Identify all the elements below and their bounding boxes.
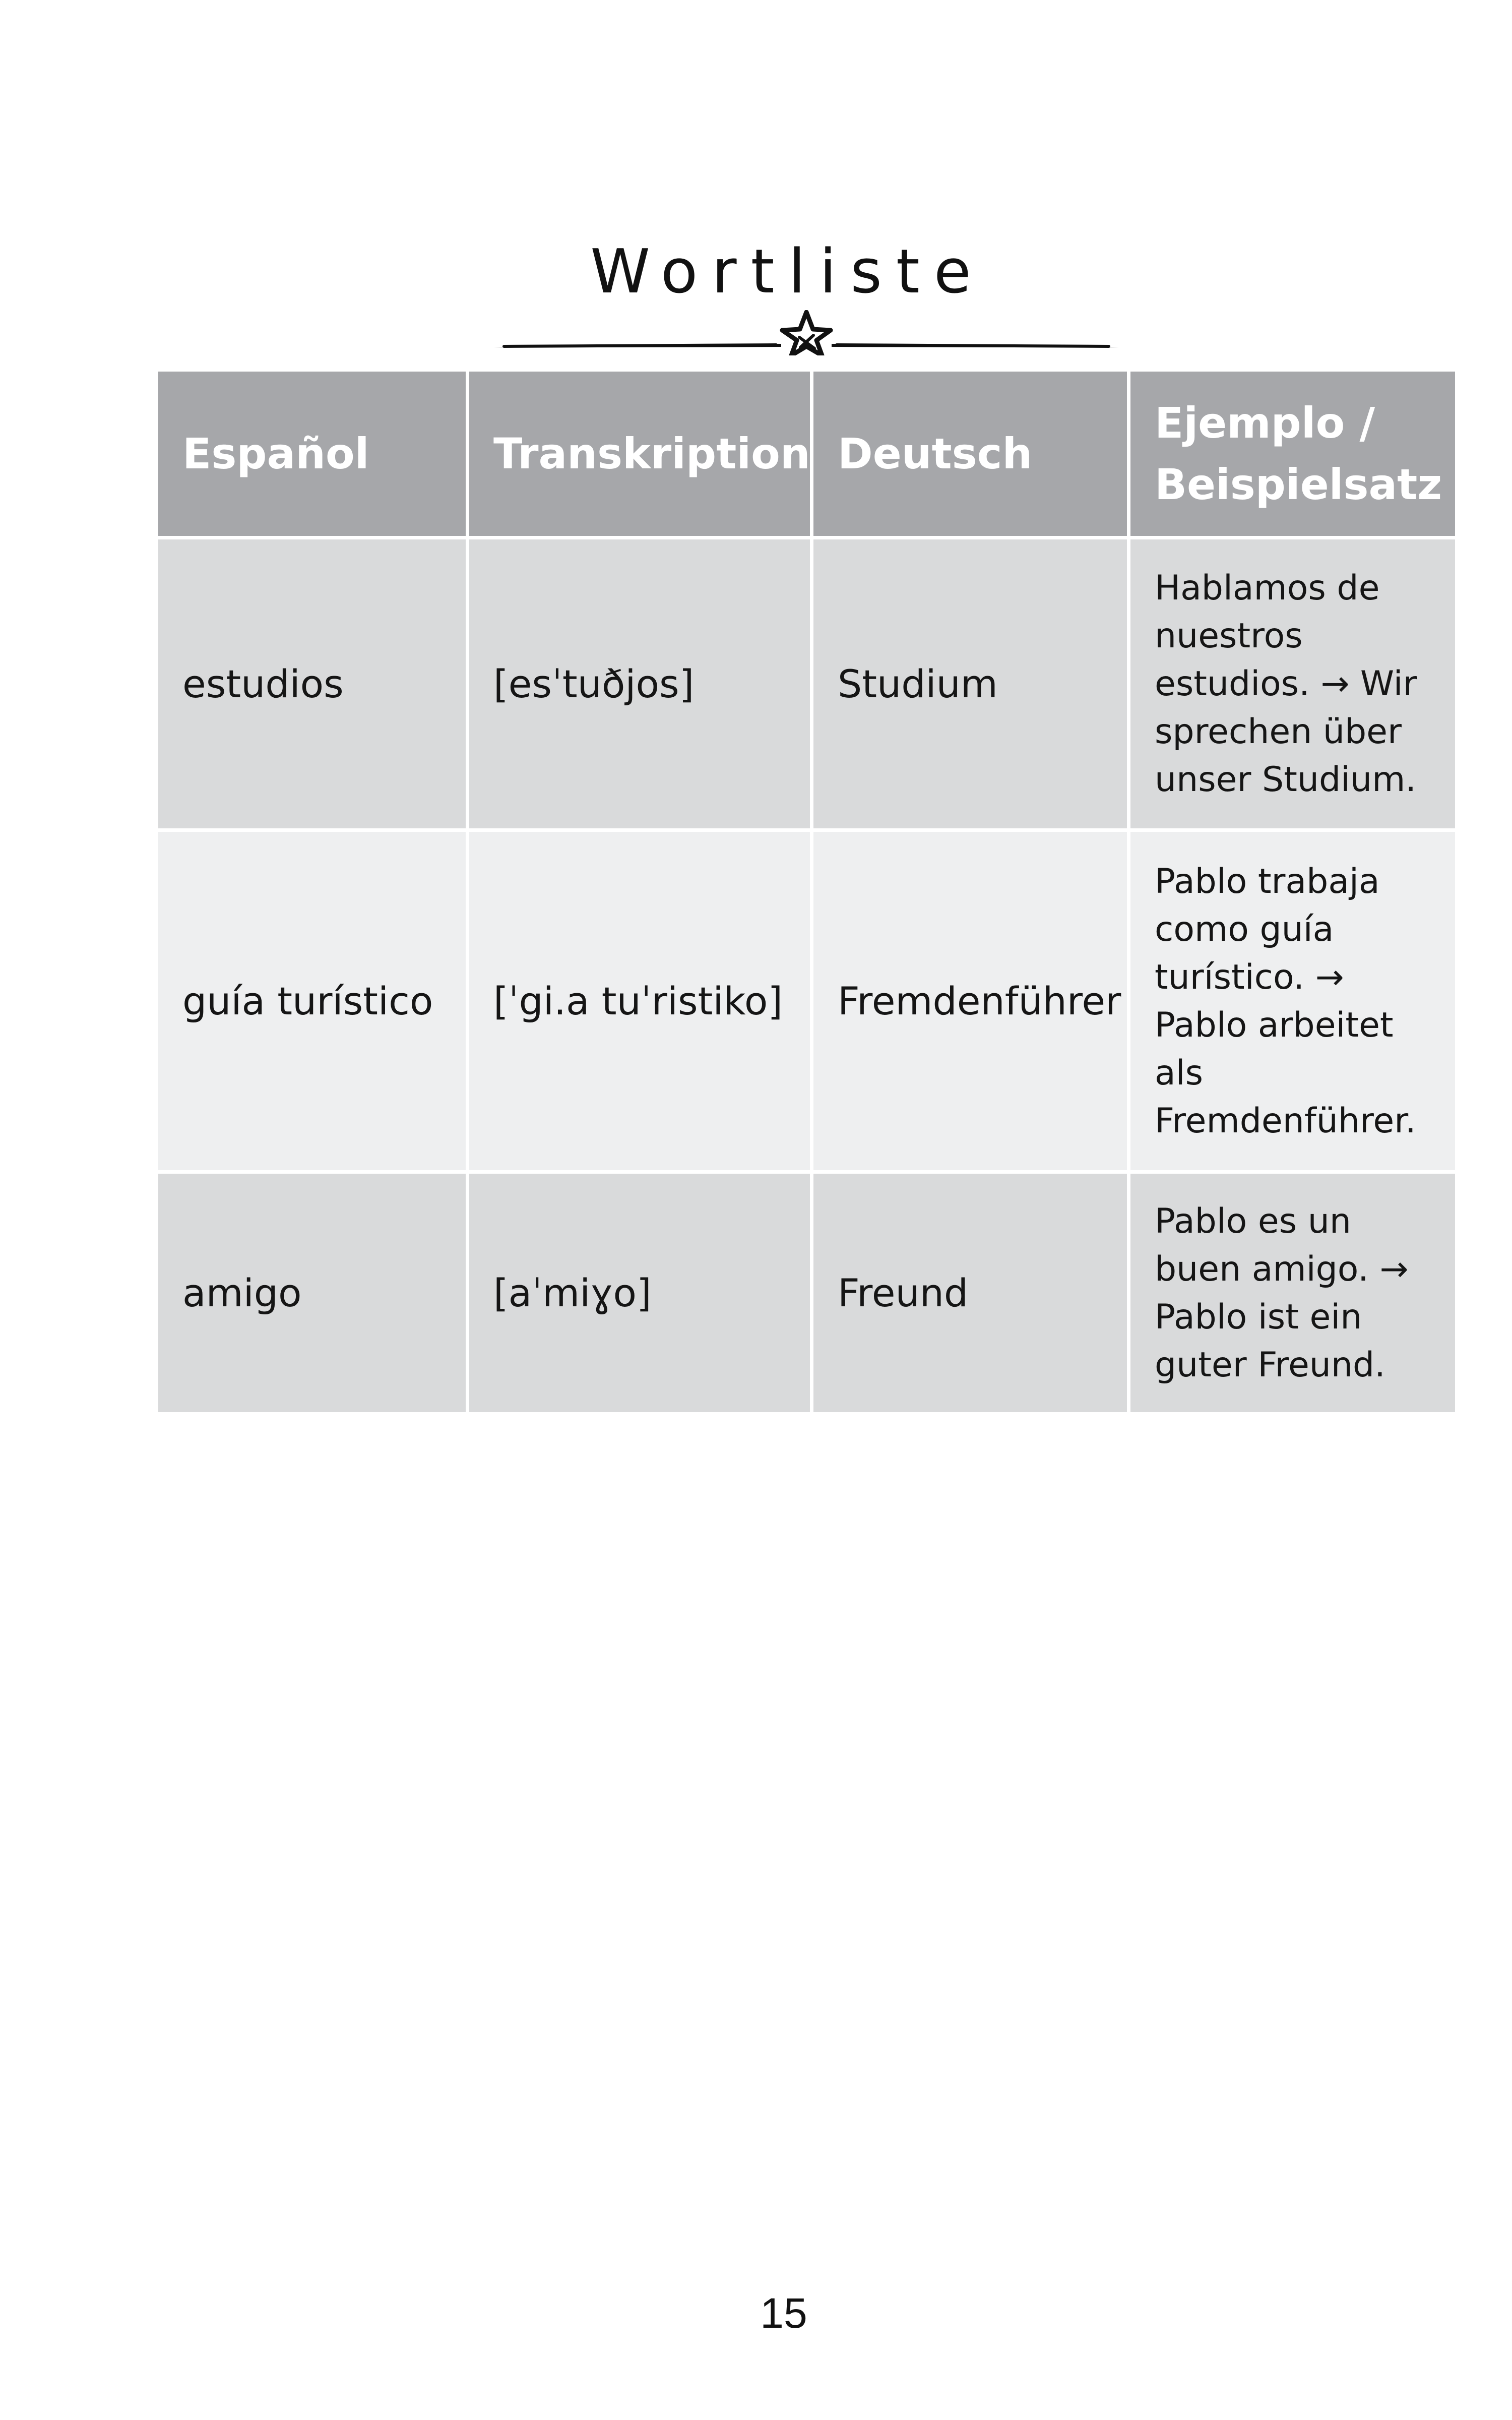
column-header-transkription: Transkription: [468, 370, 812, 538]
cell-deutsch: Studium: [812, 538, 1129, 830]
cell-beispiel: Hablamos de nuestros estudios. → Wir sprechen über unser Studium.: [1129, 538, 1457, 830]
cell-transkription: [ˈgi.a tuˈristiko]: [468, 830, 812, 1172]
cell-deutsch: Freund: [812, 1172, 1129, 1414]
cell-transkription: [esˈtuðjos]: [468, 538, 812, 830]
column-header-deutsch: Deutsch: [812, 370, 1129, 538]
table-row: [157, 538, 1457, 830]
cell-espanol: guía turístico: [157, 830, 468, 1172]
cell-beispiel: Pablo es un buen amigo. → Pablo ist ein guter Freund.: [1129, 1172, 1457, 1414]
table-header-row: [157, 370, 1457, 538]
page-number: 15: [760, 2289, 807, 2337]
cell-espanol: amigo: [157, 1172, 468, 1414]
table-row: [157, 1172, 1457, 1414]
cell-deutsch: Fremdenführer: [812, 830, 1129, 1172]
page-title: Wortliste: [590, 237, 985, 307]
star-divider-icon: [494, 310, 1119, 355]
column-header-espanol: Español: [157, 370, 468, 538]
column-header-beispiel: Ejemplo / Beispielsatz: [1129, 370, 1457, 538]
table-row: [157, 830, 1457, 1172]
vocabulary-table: [155, 368, 1459, 1416]
cell-beispiel: Pablo trabaja como guía turístico. → Pablo arbeitet als Fremdenführer.: [1129, 830, 1457, 1172]
cell-transkription: [aˈmiɣo]: [468, 1172, 812, 1414]
cell-espanol: estudios: [157, 538, 468, 830]
